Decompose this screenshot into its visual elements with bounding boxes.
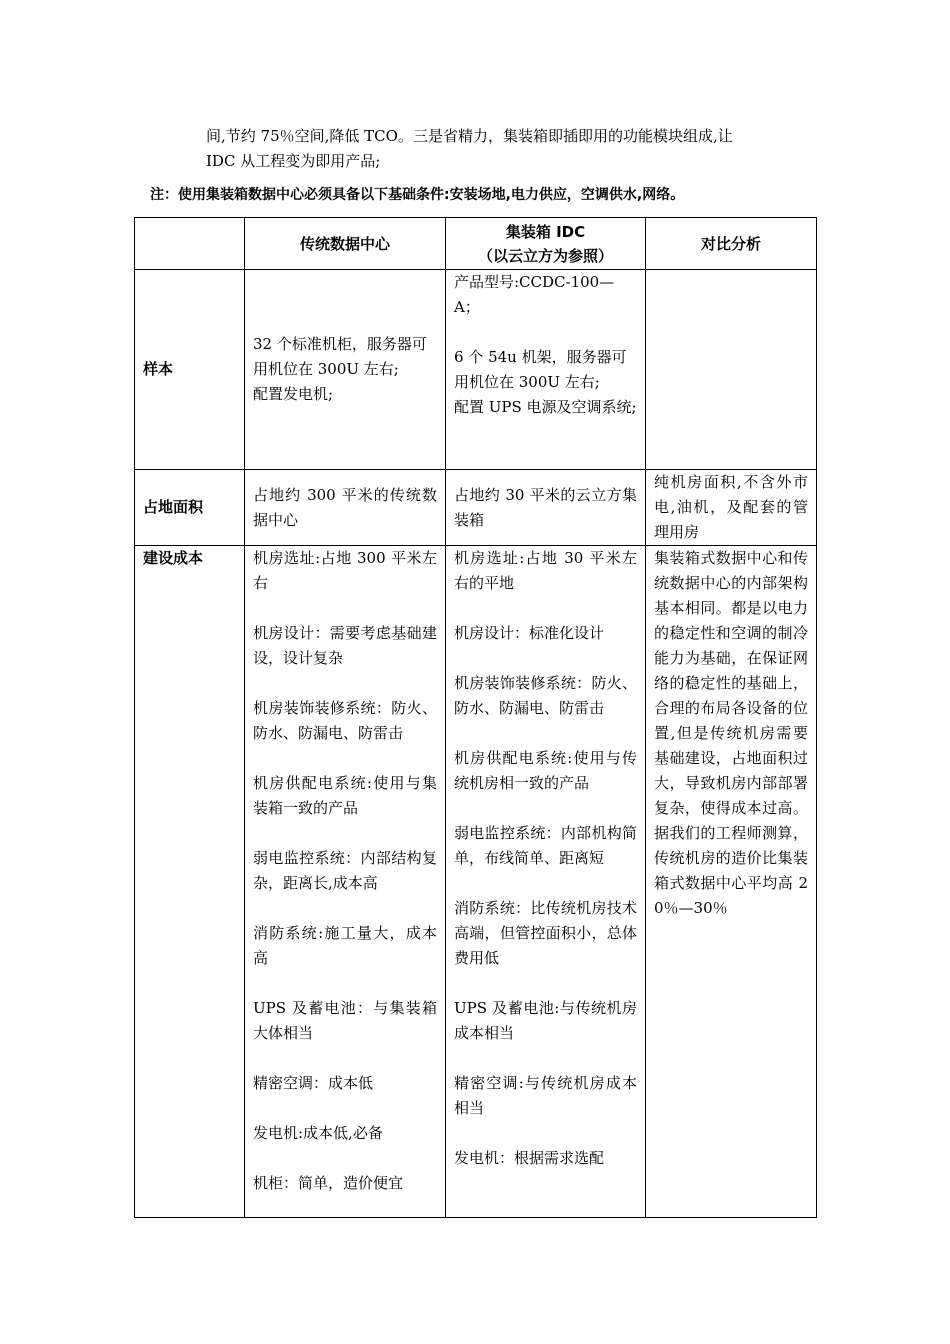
cost-container-item-7: UPS 及蓄电池:与传统机房成本相当	[454, 999, 637, 1042]
header-container-line2: （以云立方为参照）	[477, 246, 613, 265]
sample-traditional-p2: 配置发电机;	[253, 385, 334, 403]
sample-container	[446, 270, 646, 470]
header-container-line1: 集装箱 IDC	[505, 222, 586, 241]
cost-analysis: 集装箱式数据中心和传统数据中心的内部架构基本相同。都是以电力的稳定性和空调的制冷能力为基础，在保证网络的稳定性的基础上，合理的布局各设备的位置,但是传统机房需要基础建设，占地面积过大，导致机房内部部署复杂，使得成本过高。据我们的工程师测算，传统机房的造价比集装箱式数据中心平均高 20％—30％	[646, 546, 817, 1218]
area-traditional: 占地约 300 平米的传统数据中心	[245, 470, 446, 546]
row-label-area: 占地面积	[135, 470, 245, 546]
header-traditional: 传统数据中心	[245, 218, 446, 270]
cost-container-item-6: 消防系统：比传统机房技术高端，但管控面积小，总体费用低	[454, 899, 637, 967]
table-row-sample	[135, 270, 817, 470]
row-label-sample: 样本	[135, 270, 245, 470]
cost-container	[446, 546, 646, 1218]
sample-container-p1: 6 个 54u 机架，服务器可用机位在 300U 左右;	[454, 348, 627, 391]
cost-container-item-3: 机房装饰装修系统：防火、防水、防漏电、防雷击	[454, 674, 637, 717]
sample-container-p2: 配置 UPS 电源及空调系统;	[454, 398, 637, 416]
table-row-area	[135, 470, 817, 546]
cost-traditional-item-2: 机房设计：需要考虑基础建设，设计复杂	[253, 624, 437, 667]
cost-traditional-item-3: 机房装饰装修系统：防火、防水、防漏电、防雷击	[253, 699, 437, 742]
table-header-row	[135, 218, 817, 270]
area-container: 占地约 30 平米的云立方集装箱	[446, 470, 646, 546]
header-container	[446, 218, 646, 270]
cost-traditional-item-9: 发电机:成本低,必备	[253, 1124, 383, 1142]
cost-container-item-5: 弱电监控系统：内部机构简单，布线简单、距离短	[454, 824, 637, 867]
header-analysis: 对比分析	[646, 218, 817, 270]
area-analysis: 纯机房面积,不含外市电,油机，及配套的管理用房	[646, 470, 817, 546]
intro-line-2: IDC 从工程变为即用产品;	[206, 152, 381, 170]
cost-container-item-2: 机房设计：标准化设计	[454, 624, 605, 642]
cost-traditional-item-6: 消防系统:施工量大，成本高	[253, 924, 437, 967]
comparison-table	[134, 217, 817, 1218]
header-blank	[135, 218, 245, 270]
sample-traditional	[245, 270, 446, 470]
cost-container-item-9: 发电机：根据需求选配	[454, 1149, 605, 1167]
cost-container-item-1: 机房选址:占地 30 平米左右的平地	[454, 549, 637, 592]
table-row-cost	[135, 546, 817, 1218]
cost-container-item-4: 机房供配电系统:使用与传统机房相一致的产品	[454, 749, 637, 792]
intro-line-1: 间,节约 75％空间,降低 TCO。三是省精力，集装箱即插即用的功能模块组成,让	[206, 127, 733, 145]
cost-traditional-item-4: 机房供配电系统:使用与集装箱一致的产品	[253, 774, 437, 817]
cost-traditional-item-7: UPS 及蓄电池：与集装箱大体相当	[253, 999, 437, 1042]
sample-traditional-p1: 32 个标准机柜，服务器可用机位在 300U 左右;	[253, 335, 427, 378]
cost-container-item-8: 精密空调:与传统机房成本相当	[454, 1074, 637, 1117]
sample-container-model: 产品型号:CCDC-100—A；	[454, 273, 615, 316]
cost-traditional	[245, 546, 446, 1218]
intro-paragraph	[206, 124, 816, 174]
sample-analysis	[646, 270, 817, 470]
cost-traditional-item-1: 机房选址:占地 300 平米左右	[253, 549, 437, 592]
cost-traditional-item-5: 弱电监控系统：内部结构复杂，距离长,成本高	[253, 849, 437, 892]
prerequisite-note: 注：使用集装箱数据中心必须具备以下基础条件:安装场地,电力供应，空调供水,网络。	[150, 187, 685, 203]
row-label-cost: 建设成本	[135, 546, 245, 1218]
cost-traditional-item-8: 精密空调：成本低	[253, 1074, 374, 1092]
cost-traditional-item-10: 机柜：简单，造价便宜	[253, 1174, 404, 1192]
